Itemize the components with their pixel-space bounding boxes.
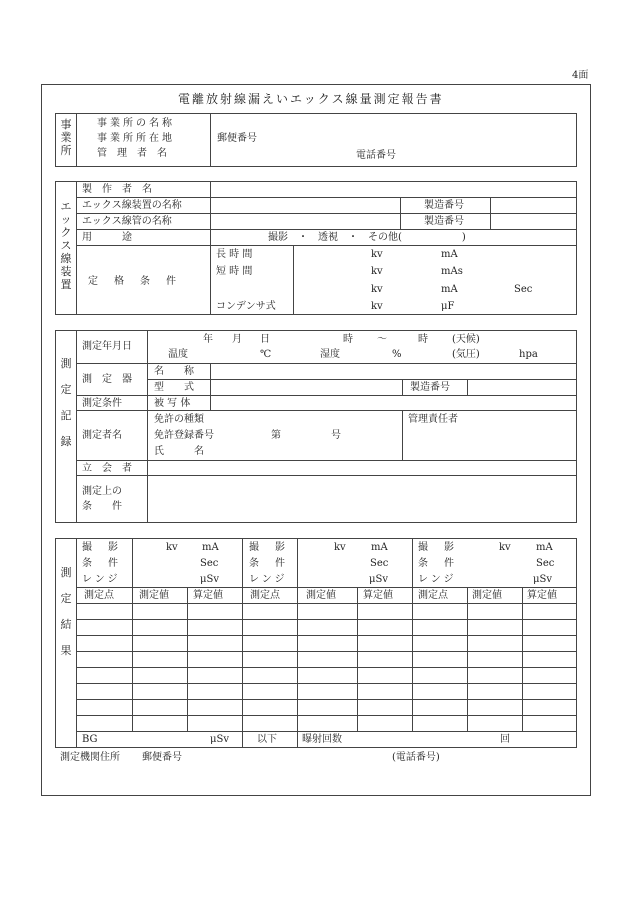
rating-ma-1: mA: [441, 249, 458, 260]
results-side-label: 測 定 結 果: [60, 566, 72, 657]
results-section: [55, 538, 577, 748]
exposure-3-c: レンジ: [418, 574, 457, 585]
use-label: 用 途: [82, 232, 132, 243]
date-label: 測定年月日: [82, 341, 132, 352]
rating-kv-2: kv: [371, 266, 383, 277]
office-phone-label: 電話番号: [356, 150, 396, 161]
office-address-label: 事業所所在地: [97, 133, 175, 144]
shots-unit: 回: [500, 734, 510, 745]
rating-kv-1: kv: [371, 249, 383, 260]
col-measured-1: 測定値: [139, 590, 169, 601]
footer-postal-label: 郵便番号: [142, 752, 182, 763]
office-side-label: 事 業 所: [60, 118, 72, 157]
rating-label: 定 格 条 件: [88, 276, 179, 287]
notes-label: 測定上の 条 件: [82, 486, 122, 512]
rating-uf-4: μF: [441, 301, 455, 312]
col-computed-1: 算定値: [193, 590, 223, 601]
rating-mas-2: mAs: [441, 266, 463, 277]
unit-kv-1: kv: [166, 542, 178, 553]
tube-serial-label: 製造番号: [424, 216, 464, 227]
unit-sec-1: Sec: [200, 558, 219, 569]
office-manager-label: 管 理 者 名: [97, 148, 167, 159]
col-measured-2: 測定値: [306, 590, 336, 601]
weather-label: (天候): [452, 334, 480, 345]
record-section: [55, 330, 577, 523]
footer-address-label: 測定機関住所: [60, 752, 120, 763]
footer-phone-label: (電話番号): [392, 752, 440, 763]
page-label: 4面: [572, 70, 589, 81]
unit-ma-1: mA: [202, 542, 219, 553]
date-year: 年: [203, 334, 213, 345]
unit-kv-3: kv: [499, 542, 511, 553]
xray-side-label: エ ッ ク ス 線 装 置: [60, 200, 72, 291]
instrument-model-label: 型 式: [154, 382, 194, 393]
col-computed-2: 算定値: [363, 590, 393, 601]
unit-usv-3: μSv: [533, 574, 552, 585]
exposure-1-b: 条 件: [82, 558, 121, 569]
maker-label: 製 作 者 名: [82, 184, 152, 195]
col-point-3: 測定点: [418, 590, 448, 601]
date-hour2: 時: [418, 334, 428, 345]
condition-label: 測定条件: [82, 398, 122, 409]
rating-kv-3: kv: [371, 284, 383, 295]
report-title: 電離放射線漏えいエックス線量測定報告書: [178, 92, 444, 106]
witness-label: 立 会 者: [82, 463, 132, 474]
date-hour1: 時: [343, 334, 353, 345]
license-dai: 第: [271, 430, 281, 441]
exposure-1-a: 撮 影: [82, 542, 121, 553]
exposure-3-b: 条 件: [418, 558, 457, 569]
unit-sec-2: Sec: [370, 558, 389, 569]
exposure-3-a: 撮 影: [418, 542, 457, 553]
rating-kv-4: kv: [371, 301, 383, 312]
temp-unit: ℃: [260, 349, 272, 360]
instrument-name-label: 名 称: [154, 366, 194, 377]
exposure-2-b: 条 件: [249, 558, 288, 569]
date-day: 日: [260, 334, 270, 345]
humidity-unit: %: [392, 349, 402, 360]
exposure-1-c: レンジ: [82, 574, 121, 585]
exposure-2-a: 撮 影: [249, 542, 288, 553]
rating-sec-3: Sec: [514, 284, 533, 295]
device-name-label: エックス線装置の名称: [82, 200, 182, 211]
unit-sec-3: Sec: [536, 558, 555, 569]
tube-name-label: エックス線管の名称: [82, 216, 172, 227]
rating-mode-short: 短 時 間: [216, 266, 253, 277]
rating-ma-3: mA: [441, 284, 458, 295]
unit-usv-2: μSv: [369, 574, 388, 585]
col-computed-3: 算定値: [527, 590, 557, 601]
rating-mode-condenser: コンデンサ式: [216, 301, 276, 312]
bg-unit: μSv: [210, 734, 229, 745]
pressure-unit: hpa: [519, 349, 538, 360]
measurer-label: 測定者名: [82, 430, 122, 441]
person-name-label: 氏 名: [154, 446, 204, 457]
bg-label: BG: [82, 734, 98, 745]
license-go: 号: [331, 430, 341, 441]
date-tilde: ～: [377, 334, 387, 345]
use-options: 撮影 ・ 透視 ・ その他( ): [268, 232, 466, 243]
license-number-label: 免許登録番号: [154, 430, 214, 441]
col-point-2: 測定点: [250, 590, 280, 601]
bg-below: 以下: [257, 734, 277, 745]
unit-usv-1: μSv: [200, 574, 219, 585]
manager-label: 管理責任者: [408, 414, 458, 425]
humidity-label: 湿度: [320, 349, 340, 360]
record-side-label: 測 定 記 録: [60, 357, 72, 448]
rating-mode-long: 長 時 間: [216, 249, 253, 260]
license-type-label: 免許の種類: [154, 414, 204, 425]
exposure-2-c: レンジ: [249, 574, 288, 585]
office-name-label: 事業所の名称: [97, 118, 175, 129]
unit-kv-2: kv: [334, 542, 346, 553]
pressure-label: (気圧): [452, 349, 480, 360]
col-measured-3: 測定値: [472, 590, 502, 601]
unit-ma-2: mA: [371, 542, 388, 553]
temp-label: 温度: [168, 349, 188, 360]
office-postal-label: 郵便番号: [217, 133, 257, 144]
col-point-1: 測定点: [84, 590, 114, 601]
instrument-label: 測 定 器: [82, 374, 132, 385]
shots-label: 曝射回数: [302, 734, 342, 745]
instrument-serial-label: 製造番号: [410, 382, 450, 393]
device-serial-label: 製造番号: [424, 200, 464, 211]
condition-subject: 被 写 体: [154, 398, 191, 409]
date-month: 月: [232, 334, 242, 345]
unit-ma-3: mA: [536, 542, 553, 553]
